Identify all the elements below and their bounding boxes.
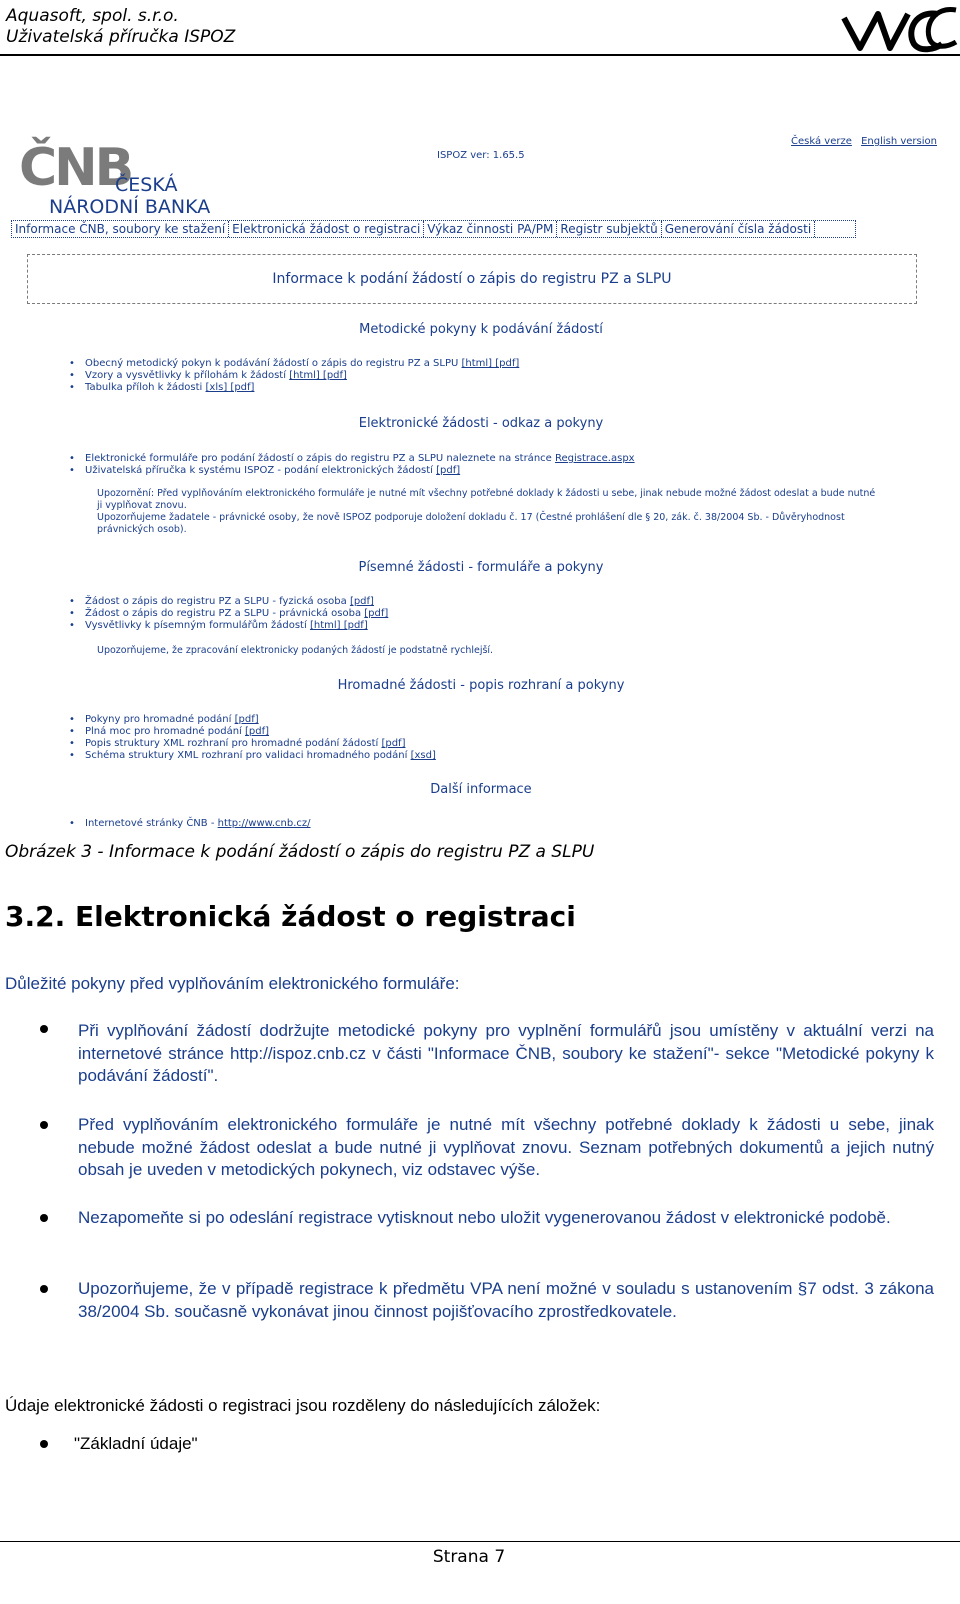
list-item: • Pokyny pro hromadné podání [pdf] <box>85 714 436 726</box>
download-link[interactable]: [pdf] <box>381 738 406 749</box>
list-item: • Žádost o zápis do registru PZ a SLPU - právnická osoba [pdf] <box>85 608 388 620</box>
company-name: Aquasoft, spol. s.r.o. <box>6 6 179 26</box>
section-title: Hromadné žádosti - popis rozhraní a pokyny <box>337 678 625 693</box>
version-label: ISPOZ ver: 1.65.5 <box>437 150 525 161</box>
intro-text: Důležité pokyny před vyplňováním elektronického formuláře: <box>5 974 460 993</box>
header-rule <box>0 54 960 56</box>
tabs-intro-text: Údaje elektronické žádosti o registraci jsou rozděleny do následujících záložek: <box>5 1396 601 1415</box>
download-link[interactable]: [xsd] <box>410 750 436 761</box>
section-title: Písemné žádosti - formuláře a pokyny <box>358 560 604 575</box>
section-list <box>85 358 519 394</box>
bullet-icon <box>40 1121 48 1129</box>
warning-note: Upozornění: Před vyplňováním elektronického formuláře je nutné mít všechny potřebné doklady k žádosti u sebe, jinak nebude možné žádost odeslat a bude nutné ji vyplňovat znovu. <box>97 488 876 511</box>
tab-list-item: "Základní údaje" <box>74 1434 198 1453</box>
download-link[interactable]: [pdf] <box>245 726 270 737</box>
section-heading: 3.2. Elektronická žádost o registraci <box>5 900 576 933</box>
list-item: • Tabulka příloh k žádosti [xls] [pdf] <box>85 382 519 394</box>
section-list <box>85 818 311 830</box>
download-link[interactable]: [pdf] <box>349 596 374 607</box>
bullet-icon <box>40 1440 48 1448</box>
list-item: • Internetové stránky ČNB - http://www.cnb.cz/ <box>85 818 311 830</box>
download-link[interactable]: [html] [pdf] <box>289 370 347 381</box>
list-item: • Vzory a vysvětlivky k přílohám k žádostí [html] [pdf] <box>85 370 519 382</box>
instruction-bullet: Upozorňujeme, že v případě registrace k předmětu VPA není možné v souladu s ustanovením §7 odst. 3 zákona 38/2004 Sb. současně vykonávat jinou činnost pojišťovacího zprostředkovatele. <box>78 1279 934 1321</box>
menu-item-registry[interactable]: Registr subjektů <box>557 221 661 237</box>
registrace-link[interactable]: Registrace.aspx <box>555 453 635 464</box>
footer-rule <box>0 1541 960 1542</box>
cnb-website-link[interactable]: http://www.cnb.cz/ <box>217 818 311 829</box>
list-item: • Elektronické formuláře pro podání žádostí o zápis do registru PZ a SLPU naleznete na stránce Registrace.aspx <box>85 453 635 465</box>
list-item: • Popis struktury XML rozhraní pro hromadné podání žádostí [pdf] <box>85 738 436 750</box>
document-title: Uživatelská příručka ISPOZ <box>6 27 236 47</box>
download-link[interactable]: [html] [pdf] <box>461 358 520 369</box>
warning-note: Upozorňujeme žadatele - právnické osoby, že nově ISPOZ podporuje doložení dokladu č. 17 (Čestné prohlášení dle § 20, zák. č. 38/2004 Sb. - Důvěryhodnost právnických osob). <box>97 512 845 535</box>
download-link[interactable]: [pdf] <box>234 714 259 725</box>
page-heading: Informace k podání žádostí o zápis do registru PZ a SLPU <box>27 254 917 304</box>
instruction-bullet: Před vyplňováním elektronického formuláře je nutné mít všechny potřebné doklady k žádosti u sebe, jinak nebude možné žádost odeslat a bude nutné ji vyplňovat znovu. Seznam potřebných dokumentů a jejich nutný obsah je uveden v metodických pokynech, viz odstavec výše. <box>78 1115 934 1179</box>
download-link[interactable]: [html] [pdf] <box>309 620 368 631</box>
section-title: Metodické pokyny k podávání žádostí <box>359 322 603 337</box>
bullet-icon <box>40 1025 48 1033</box>
download-link[interactable]: [pdf] <box>364 608 389 619</box>
figure-caption: Obrázek 3 - Informace k podání žádostí o zápis do registru PZ a SLPU <box>5 842 595 862</box>
instruction-bullet: Nezapomeňte si po odeslání registrace vytisknout nebo uložit vygenerovanou žádost v elektronické podobě. <box>78 1208 891 1227</box>
section-list <box>85 453 635 477</box>
list-item: • Obecný metodický pokyn k podávání žádostí o zápis do registru PZ a SLPU [html] [pdf] <box>85 358 519 370</box>
list-item: • Vysvětlivky k písemným formulářům žádostí [html] [pdf] <box>85 620 388 632</box>
cnb-logo-mark: ČNB <box>19 138 132 198</box>
bullet-icon <box>40 1214 48 1222</box>
download-link[interactable]: [xls] [pdf] <box>205 382 255 393</box>
language-switch <box>785 136 937 147</box>
main-menu <box>11 220 856 238</box>
section-title: Elektronické žádosti - odkaz a pokyny <box>358 416 604 431</box>
list-item: • Uživatelská příručka k systému ISPOZ - podání elektronických žádostí [pdf] <box>85 465 635 477</box>
bullet-icon <box>40 1285 48 1293</box>
company-logo-icon <box>838 0 958 56</box>
list-item: • Schéma struktury XML rozhraní pro validaci hromadného podání [xsd] <box>85 750 436 762</box>
download-link[interactable]: [pdf] <box>436 465 461 476</box>
page-number: Strana 7 <box>432 1547 506 1567</box>
info-note: Upozorňujeme, že zpracování elektronicky podaných žádostí je podstatně rychlejší. <box>97 645 494 656</box>
section-list <box>85 714 436 762</box>
list-item: • Plná moc pro hromadné podání [pdf] <box>85 726 436 738</box>
menu-item-info[interactable]: Informace ČNB, soubory ke stažení <box>12 221 229 237</box>
menu-item-registration[interactable]: Elektronická žádost o registraci <box>229 221 424 237</box>
lang-cz-link[interactable]: Česká verze <box>791 136 852 147</box>
cnb-logo-line2: NÁRODNÍ BANKA <box>49 196 211 218</box>
list-item: • Žádost o zápis do registru PZ a SLPU - fyzická osoba [pdf] <box>85 596 388 608</box>
embedded-screenshot <box>7 124 955 850</box>
menu-item-number[interactable]: Generování čísla žádosti <box>662 221 815 237</box>
instruction-bullet: Při vyplňování žádostí dodržujte metodické pokyny pro vyplnění formulářů jsou umístěny v aktuální verzi na internetové stránce http://ispoz.cnb.cz v části "Informace ČNB, soubory ke stažení"- sekce "Metodické pokyny k podávání žádostí". <box>78 1021 934 1085</box>
menu-item-report[interactable]: Výkaz činnosti PA/PM <box>424 221 557 237</box>
cnb-logo-line1: ČESKÁ <box>115 174 178 196</box>
page-header <box>6 6 235 48</box>
section-title: Další informace <box>430 782 532 797</box>
lang-en-link[interactable]: English version <box>861 136 937 147</box>
section-list <box>85 596 388 632</box>
